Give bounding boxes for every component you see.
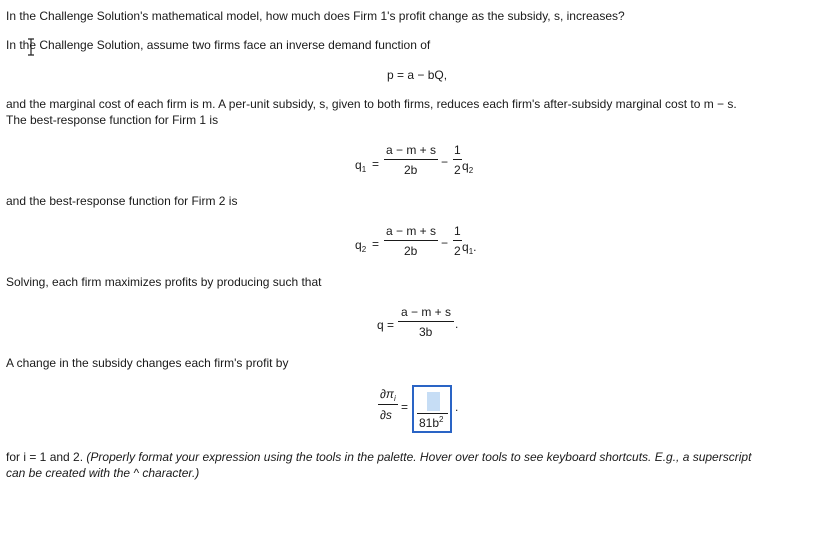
br2-half-denominator: 2 [454, 244, 461, 258]
br1-fraction-bar [384, 159, 438, 160]
derivative-period: . [455, 400, 459, 414]
profit-change-text: A change in the subsidy changes each firm's profit by [6, 356, 289, 370]
q-lhs: q [377, 318, 384, 332]
derivative-denominator: ∂s [380, 408, 392, 422]
answer-numerator-input[interactable] [427, 392, 440, 411]
q-fraction-bar [398, 321, 454, 322]
br2-minus: − [441, 236, 449, 250]
footer-instructions [6, 449, 751, 465]
answer-denominator: $81b^2$ [419, 415, 444, 430]
br2-denominator: 2b [404, 244, 418, 258]
footer-hint-line1: (Properly format your expression using the tools in the palette. Hover over tools to see keyboard shortcuts. E.g., a superscript [86, 450, 752, 464]
br1-rival-quantity: $q_2$ [462, 159, 474, 175]
br1-half-numerator: 1 [454, 143, 461, 157]
footer-plain-text: for i = 1 and 2. [6, 450, 84, 464]
br2-lhs: $q_2$ [355, 238, 367, 254]
br1-half-denominator: 2 [454, 163, 461, 177]
br2-numerator: a − m + s [386, 224, 437, 238]
br1-lhs: $q_1$ [355, 158, 367, 174]
demand-equation: p = a − bQ, [387, 68, 448, 82]
q-equals: = [387, 318, 395, 332]
marginal-cost-text: and the marginal cost of each firm is m. A per-unit subsidy, s, given to both firms, reduces each firm's after-subsidy marginal cost to m − s. [6, 97, 737, 111]
best-response-firm1-intro: The best-response function for Firm 1 is [6, 113, 219, 127]
br2-half-numerator: 1 [454, 224, 461, 238]
question-title: In the Challenge Solution's mathematical model, how much does Firm 1's profit change as the subsidy, s, increases? [6, 9, 625, 23]
derivative-equals: = [401, 400, 409, 414]
br1-equals: = [372, 157, 380, 171]
q-period: . [455, 317, 459, 331]
solving-text: Solving, each firm maximizes profits by producing such that [6, 275, 322, 289]
footer-hint-line2: can be created with the ^ character.) [6, 466, 200, 480]
q-numerator: a − m + s [401, 305, 452, 319]
derivative-numerator: $\partial\pi_i$ [380, 387, 396, 403]
br2-rival-quantity: $q_1$. [462, 240, 477, 256]
br2-equals: = [372, 237, 380, 251]
intro-text: In the Challenge Solution, assume two firms face an inverse demand function of [6, 38, 431, 52]
derivative-fraction-bar [378, 404, 398, 405]
br1-denominator: 2b [404, 163, 418, 177]
br1-half-bar [453, 159, 462, 160]
br1-minus: − [441, 155, 449, 169]
answer-fraction-bar [417, 413, 448, 414]
br2-half-bar [453, 240, 462, 241]
br2-fraction-bar [384, 240, 438, 241]
best-response-firm2-intro: and the best-response function for Firm 2 is [6, 194, 238, 208]
answer-input-box[interactable] [412, 385, 452, 433]
br1-numerator: a − m + s [386, 143, 437, 157]
text-cursor-icon [26, 38, 36, 56]
q-denominator: 3b [419, 325, 433, 339]
